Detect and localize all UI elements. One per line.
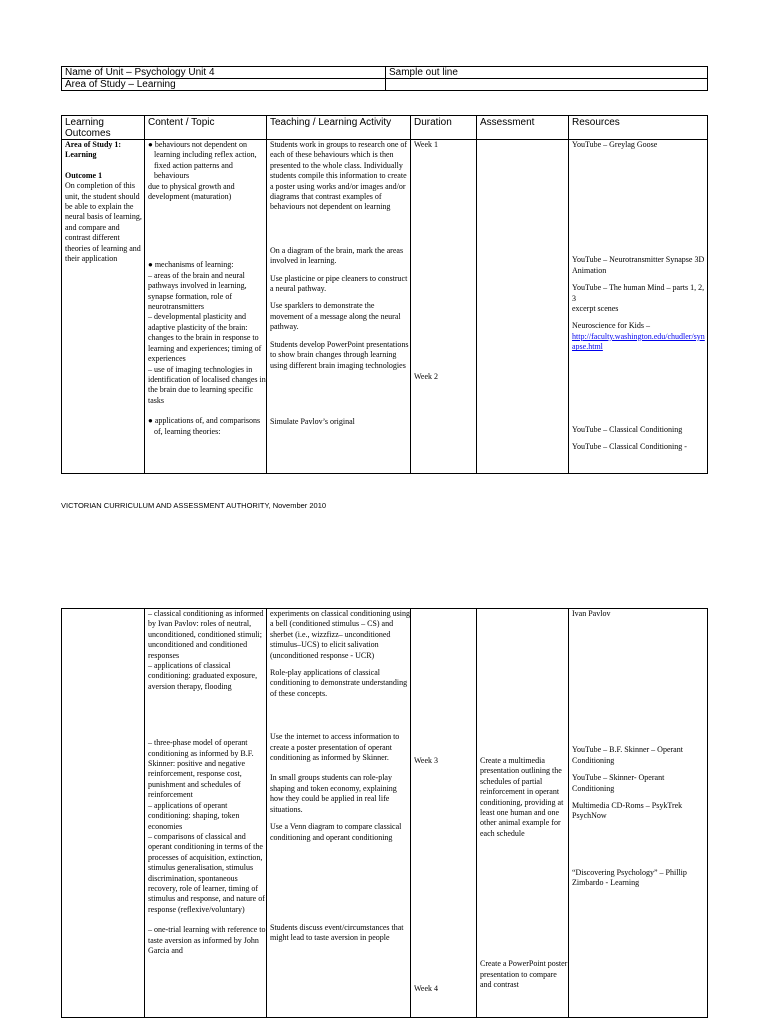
activity-item: Use plasticine or pipe cleaners to construct a neural pathway. (270, 273, 408, 294)
outcomes-cell (62, 609, 145, 1018)
activity-item: Role-play applications of classical conditioning to demonstrate understanding of these concepts. (270, 668, 408, 698)
activity-item: Students discuss event/circumstances that might lead to taste aversion in people (270, 922, 404, 943)
resources-cell (569, 609, 708, 1018)
content-item: – applications of classical conditioning: graduated exposure, aversion therapy, flooding (148, 661, 258, 691)
content-item: – three-phase model of operant conditioning as informed by B.F. Skinner: positive and negative reinforcement, response cost, punishment and schedules of reinforcement (148, 738, 254, 800)
resource-item: Multimedia CD-Roms – PsykTrek PsychNow (572, 801, 683, 821)
resource-item: YouTube – Classical Conditioning - (572, 442, 687, 452)
assessment-item: Create a multimedia presentation outlining the schedules of partial reinforcement in operant conditioning, providing at least one human and one other animal example for each schedule (480, 756, 564, 838)
resource-item: YouTube – Skinner- Operant Conditioning (572, 773, 665, 793)
col-header-duration: Duration (411, 116, 477, 140)
activity-item: Use sparklers to demonstrate the movement of a message along the neural pathway. (270, 301, 401, 332)
activity-item: In small groups students can role-play shaping and token economy, explaining how they could be applied in real life situations. (270, 773, 397, 814)
duration-week: Week 1 (414, 140, 439, 149)
duration-week: Week 2 (414, 372, 439, 382)
resource-item: YouTube – Classical Conditioning (572, 424, 683, 434)
duration-cell (411, 140, 477, 474)
plan-table-page-1 (61, 115, 708, 474)
unit-header-table (61, 66, 708, 91)
resource-item: YouTube – B.F. Skinner – Operant Conditioning (572, 745, 683, 765)
col-header-activity: Teaching / Learning Activity (267, 116, 411, 140)
activity-item: Simulate Pavlov’s original (270, 416, 355, 426)
duration-week: Week 4 (414, 984, 439, 994)
activity-item: Use the internet to access information to create a poster presentation of operant conditioning as informed by Skinner. (270, 732, 400, 763)
resource-item: “Discovering Psychology” – Phillip Zimbardo - Learning (572, 867, 687, 888)
content-item: – comparisons of classical and operant conditioning in terms of the processes of acquisition, extinction, stimulus generalisation, stimulus discrimination, spontaneous recovery, role of learner, timing of stimulus and response, and nature of response (reflexive/voluntary) (148, 831, 265, 914)
activity-item: experiments on classical conditioning using a bell (conditioned stimulus – CS) and sherbet (i.e., wizzfizz– unconditioned stimulus–UCS) to elicit salivation (unconditioned response - UCR) (270, 609, 410, 660)
unit-name-cell: Name of Unit – Psychology Unit 4 (62, 67, 386, 79)
activity-item: Students work in groups to research one of each of these behaviours which is then presented to the whole class. Individually students compile this information to create a poster using works and/or images and/or diagrams that contrast examples of behaviours not dependent on learning (270, 140, 408, 212)
page-footer: VICTORIAN CURRICULUM AND ASSESSMENT AUTHORITY, November 2010 (61, 501, 327, 510)
content-item: due to physical growth and development (maturation) (148, 181, 235, 202)
assessment-item: Create a PowerPoint poster presentation to compare and contrast (480, 959, 568, 990)
content-item: ● applications of, and comparisons of, learning theories: (148, 416, 261, 436)
activity-cell (267, 609, 411, 1018)
resource-item: Ivan Pavlov (572, 609, 611, 618)
resource-item: YouTube – Greylag Goose (572, 140, 658, 149)
content-item: – use of imaging technologies in identification of localised changes in the brain due to learning specific tasks (148, 364, 266, 405)
activity-item: Students develop PowerPoint presentations to show brain changes through learning using different brain imaging technologies (270, 339, 409, 370)
area-of-study-cell: Area of Study – Learning (62, 79, 386, 91)
activity-item: Use a Venn diagram to compare classical conditioning and operant conditioning (270, 822, 402, 842)
outcomes-cell (62, 140, 145, 474)
outcome-text: On completion of this unit, the student should be able to explain the neural basis of learning, and compare and contrast different theories of learning and their application (65, 181, 142, 264)
col-header-outcomes: Learning Outcomes (62, 116, 145, 140)
duration-cell (411, 609, 477, 1018)
col-header-resources: Resources (569, 116, 708, 140)
activity-cell (267, 140, 411, 474)
content-cell (145, 140, 267, 474)
duration-week: Week 3 (414, 756, 439, 765)
content-item: – classical conditioning as informed by Ivan Pavlov: roles of neutral, unconditioned, conditioned stimuli; unconditioned and conditioned responses (148, 609, 264, 660)
resource-item: YouTube – The human Mind – parts 1, 2, 3 (572, 283, 705, 303)
content-item: – areas of the brain and neural pathways involved in learning, synapse formation, role of neurotransmitters (148, 270, 247, 312)
empty-header-cell (386, 79, 708, 91)
content-item: – developmental plasticity and adaptive plasticity of the brain: changes to the brain in response to learning and experiences; timing of experiences (148, 312, 262, 364)
neuroscience-link[interactable]: http://faculty.washington.edu/chudler/synapse.html (572, 331, 705, 352)
content-item: ● behaviours not dependent on learning including reflex action, fixed action patterns and behaviours (148, 140, 257, 181)
sample-outline-cell: Sample out line (386, 67, 708, 79)
content-cell (145, 609, 267, 1018)
resources-cell (569, 140, 708, 474)
col-header-content: Content / Topic (145, 116, 267, 140)
plan-table-page-2 (61, 608, 708, 1018)
outcome-title: Outcome 1 (65, 170, 103, 180)
resource-item: excerpt scenes (572, 304, 619, 314)
activity-item: On a diagram of the brain, mark the areas involved in learning. (270, 245, 404, 266)
content-item: – applications of operant conditioning: shaping, token economies (148, 800, 240, 831)
content-item: ● mechanisms of learning: (148, 260, 234, 270)
resource-item: YouTube – Neurotransmitter Synapse 3D Animation (572, 255, 705, 275)
assessment-cell (477, 140, 569, 474)
resource-item: Neuroscience for Kids – (572, 321, 650, 331)
area-of-study-title: Area of Study 1: Learning (65, 140, 122, 160)
content-item: – one-trial learning with reference to taste aversion as informed by John Garcia and (148, 925, 266, 955)
col-header-assessment: Assessment (477, 116, 569, 140)
assessment-cell (477, 609, 569, 1018)
